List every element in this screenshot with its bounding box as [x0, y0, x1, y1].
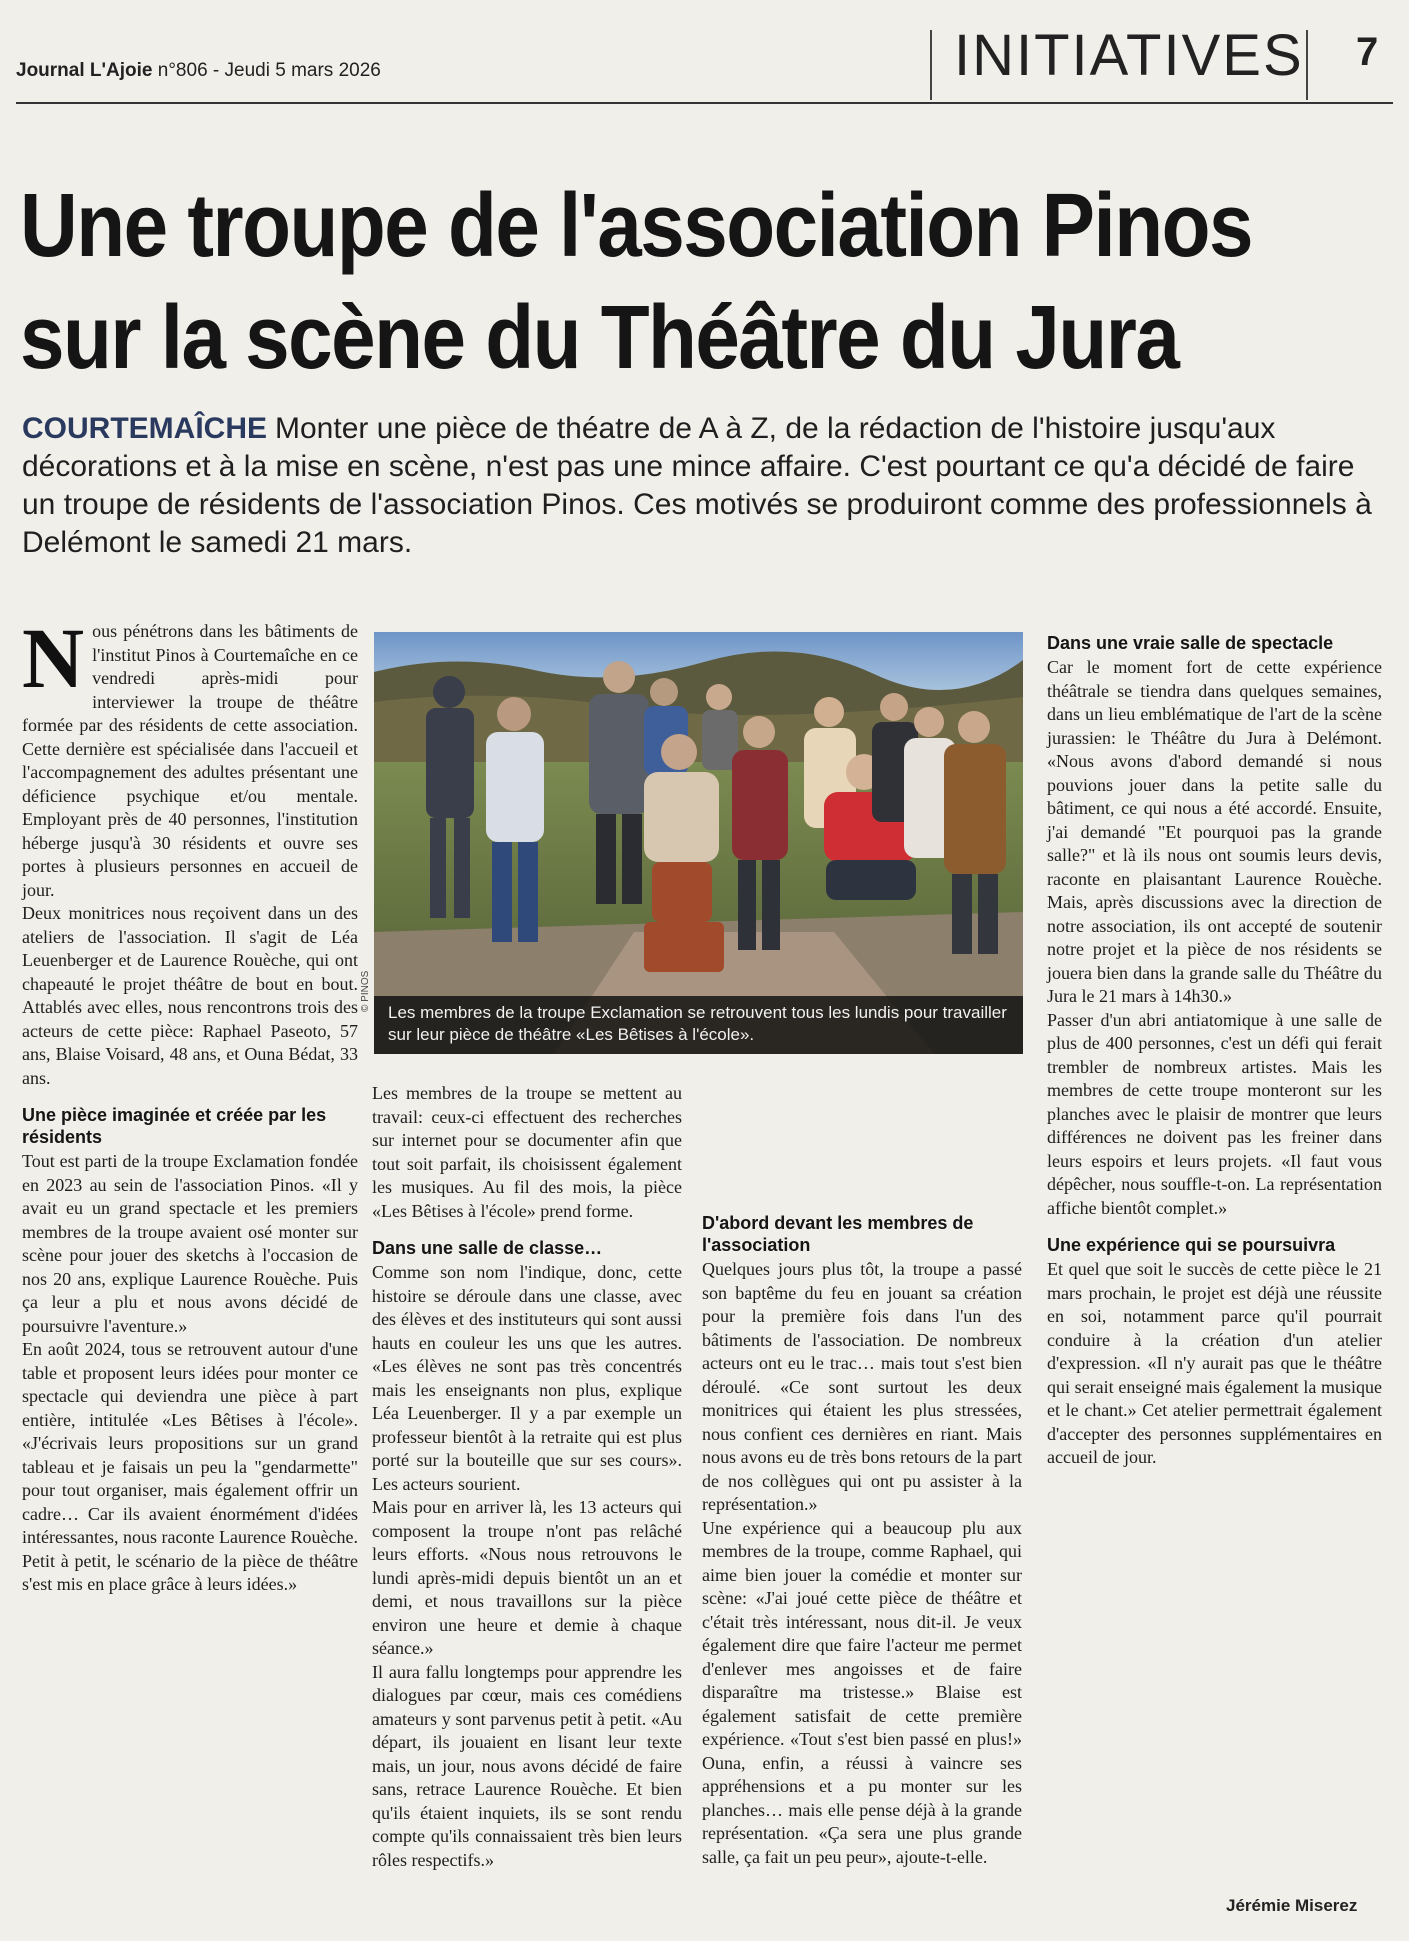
issue-date: n°806 - Jeudi 5 mars 2026: [157, 60, 381, 81]
photo-credit: © PINOS: [360, 970, 371, 1012]
drop-cap: N: [22, 610, 85, 706]
paragraph: Quelques jours plus tôt, la troupe a passé son baptême du feu en jouant sa création pour la première fois dans l'un des bâtiments de l'association. De nombreux acteurs ont eu le trac… mais tout s'est bien déroulé. «Ce sont surtout les deux monitrices qui étaient les plus stressées, nous confient ces dernières en riant. Mais nous avons eu de très bons retours de la part de nos collègues qui ont pu assister à la représentation.»: [702, 1259, 1022, 1514]
paragraph: Comme son nom l'indique, donc, cette histoire se déroule dans une classe, avec des élèves et des instituteurs qui sont aussi hauts en couleur les uns que les autres. «Les élèves ne sont pas très concentrés mais les enseignants non plus, explique Léa Leuenberger. Il y a par exemple un professeur bientôt à la retraite qui est plus porté sur la bouteille que sur ses cours». Les acteurs sourient.: [372, 1262, 682, 1494]
paragraph: Car le moment fort de cette expérience théâtrale se tiendra dans quelques semaines, dans un lieu emblématique de l'art de la scène jurassien: le Théâtre du Jura à Delémont. «Nous avons d'abord demandé si nous pouvions jouer dans la petite salle du bâtiment, ce qui nous a été accordé. Ensuite, j'ai demandé "Et pourquoi pas la grande salle?" et là ils nous ont soumis leurs devis, raconte en plaisantant Laurence Rouèche. Mais, après discussions avec la direction de notre association, ils ont accepté de soutenir notre projet et la pièce de nos résidents se jouera bien dans la grande salle du Théâtre du Jura le 21 mars à 14h30.»: [1047, 657, 1382, 1006]
paragraph: Et quel que soit le succès de cette pièce le 21 mars prochain, le projet est déjà une réussite en soi, notamment parce qu'il pourrait conduire à la création d'un atelier d'expression. «Il n'y aurait pas que le théâtre qui serait enseigné mais également la musique et le chant.» Cet atelier permettrait également d'accepter des personnes supplémentaires en accueil de jour.: [1047, 1259, 1382, 1467]
masthead-divider: [930, 30, 932, 100]
article-headline: [20, 170, 1395, 394]
subheading: Une pièce imaginée et créée par les résidents: [22, 1105, 327, 1147]
paragraph: [22, 610, 358, 902]
author-byline: Jérémie Miserez: [1226, 1896, 1358, 1915]
dateline: COURTEMAÎCHE: [22, 412, 267, 445]
masthead-rule: [16, 102, 1393, 104]
masthead-journal: [16, 60, 381, 82]
column-4: [1047, 632, 1382, 1470]
lead-text: Monter une pièce de théatre de A à Z, de la rédaction de l'histoire jusqu'aux décorations et à la mise en scène, n'est pas une mince affaire. C'est pourtant ce qu'a décidé de faire un troupe de résidents de l'association Pinos. Ces motivés se produiront comme des professionnels à Delémont le samedi 21 mars.: [22, 412, 1372, 559]
masthead-divider: [1306, 30, 1308, 100]
paragraph: Passer d'un abri antiatomique à une salle de plus de 400 personnes, c'est un défi qui ferait trembler de nombreux artistes. Mais les membres de cette troupe monteront sur les planches avec le plaisir de montrer que leurs différences ne doivent pas les freiner dans leurs espoirs et leurs projets. «Il faut vous dépêcher, nous souffle-t-on. La représentation affiche bientôt complet.»: [1047, 1009, 1382, 1218]
section-label: INITIATIVES: [954, 23, 1304, 88]
subheading: Dans une salle de classe…: [372, 1238, 603, 1258]
paragraph: Il aura fallu longtemps pour apprendre les dialogues par cœur, mais ces comédiens amateurs y sont parvenus petit à petit. «Au départ, ils jouaient en lisant leur texte mais, un jour, nous avons décidé de faire sans, retrace Laurence Rouèche. Et bien qu'ils étaient inquiets, ils se sont rendu compte qu'ils connaissaient très bien leurs rôles respectifs.»: [372, 1661, 682, 1870]
page-number: 7: [1356, 30, 1379, 74]
headline-line-1: Une troupe de l'association Pinos: [20, 175, 1252, 276]
paragraph-text: ous pénétrons dans les bâtiments de l'institut Pinos à Courtemaîche en ce vendredi après-midi pour interviewer la troupe de théâtre formée par des résidents de cette association. Cette dernière est spécialisée dans l'accueil et l'accompagnement des adultes présentant une déficience psychique et/ou mentale. Employant près de 40 personnes, l'institution héberge jusqu'à 30 résidents et ouvre ses portes à plusieurs personnes en accueil de jour.: [22, 621, 358, 900]
subheading: Dans une vraie salle de spectacle: [1047, 633, 1334, 653]
troupe-photo: [374, 632, 1023, 1054]
photo-caption: Les membres de la troupe Exclamation se retrouvent tous les lundis pour travailler sur leur pièce de théâtre «Les Bêtises à l'école».: [374, 996, 1023, 1054]
column-2: [372, 1082, 682, 1872]
column-1: [22, 610, 358, 1597]
journal-name: Journal L'Ajoie: [16, 60, 153, 81]
subheading: D'abord devant les membres de l'association: [702, 1213, 974, 1255]
article-lead: [22, 410, 1382, 562]
headline-line-2: sur la scène du Théâtre du Jura: [20, 287, 1179, 388]
subheading: Une expérience qui se poursuivra: [1047, 1235, 1336, 1255]
paragraph: Deux monitrices nous reçoivent dans un des ateliers de l'association. Il s'agit de Léa Leuenberger et de Laurence Rouèche, qui ont chapeauté le projet théâtre de bout en bout. Attablés avec elles, nous rencontrons trois des acteurs de cette pièce: Raphael Paseoto, 57 ans, Blaise Voisard, 48 ans, et Ouna Bédat, 33 ans.: [22, 903, 358, 1088]
paragraph: En août 2024, tous se retrouvent autour d'une table et proposent leurs idées pour monter ce spectacle qui deviendra une pièce à part entière, intitulée «Les Bêtises à l'école». «J'écrivais leurs propositions sur un grand tableau et je faisais un peu la "gendarmette" pour tout organiser, mais également offrir un cadre… Car ils avaient énormément d'idées intéressantes, nous raconte Laurence Rouèche. Petit à petit, le scénario de la pièce de théâtre s'est mis en place grâce à leurs idées.»: [22, 1339, 358, 1594]
paragraph: Mais pour en arriver là, les 13 acteurs qui composent la troupe n'ont pas relâché leurs efforts. «Nous nous retrouvons le lundi après-midi depuis bientôt un an et demi, et nous travaillons sur la pièce environ une heure et demie à chaque séance.»: [372, 1497, 682, 1658]
paragraph: Tout est parti de la troupe Exclamation fondée en 2023 au sein de l'association Pinos. «Il y avait eu un grand spectacle et les premiers membres de la troupe avaient osé monter sur scène pour jouer des sketchs à l'occasion de nos 20 ans, explique Laurence Rouèche. Puis ça leur a plu et nous avons décidé de poursuivre l'aventure.»: [22, 1151, 358, 1336]
column-3: [702, 1082, 1022, 1869]
paragraph: Une expérience qui a beaucoup plu aux membres de la troupe, comme Raphael, qui aime bien jouer la comédie et monter sur scène: «J'ai joué cette pièce de théâtre et c'était très intéressant, nous dit-il. Je veux également dire que faire l'acteur me permet d'enlever mes angoisses et de faire disparaître ma tristesse.» Blaise est également satisfait de cette première expérience. «Tout s'est bien passé en plus!» Ouna, enfin, a réussi à vaincre ses appréhensions et a pu monter sur les planches… mais elle pense déjà à la grande représentation. «Ça sera une plus grande salle, ça fait un peu peur», ajoute-t-elle.: [702, 1517, 1022, 1867]
troupe-photo-illustration: [374, 632, 1023, 1054]
paragraph: Les membres de la troupe se mettent au travail: ceux-ci effectuent des recherches sur internet pour se documenter afin que tout soit parfait, ils choisissent également les musiques. Au fil des mois, la pièce «Les Bêtises à l'école» prend forme.: [372, 1083, 682, 1221]
